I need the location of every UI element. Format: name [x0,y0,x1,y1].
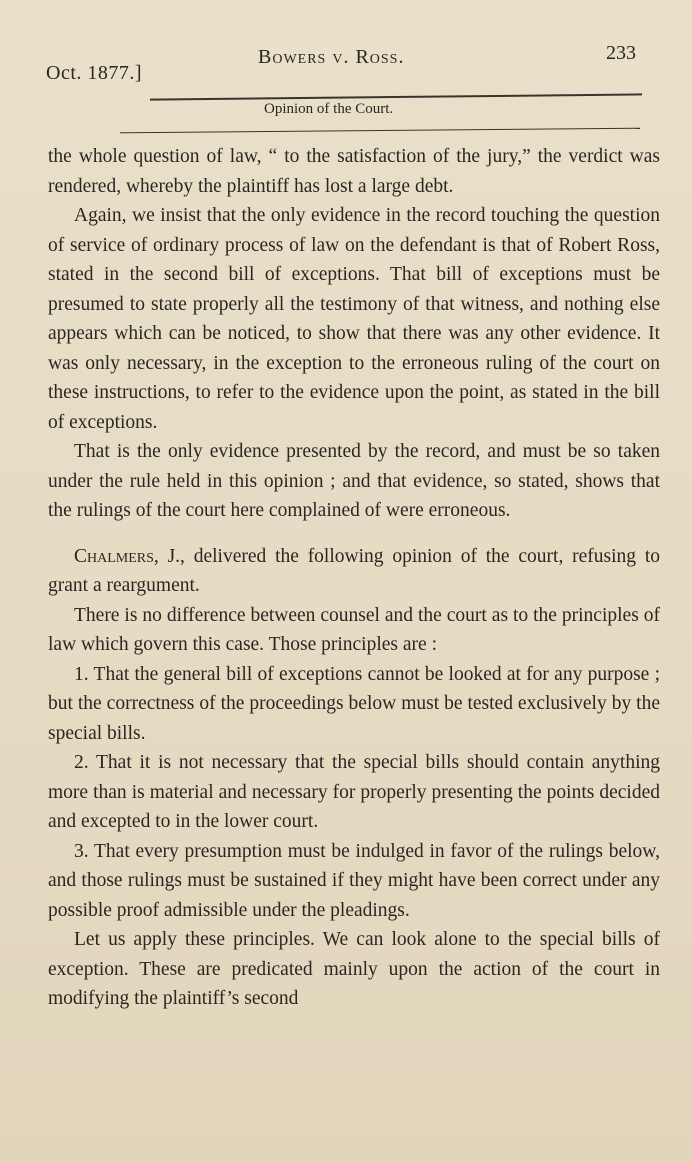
principle-item-2: 2. That it is not necessary that the special bills should contain anything more than is material and necessary for properly presenting the points decided and excepted to in the lower court. [48,752,660,832]
header-case-title: Bowers v. Ross. [258,46,405,68]
page-header [0,0,692,130]
paragraph-only-evidence: That is the only evidence presented by the record, and must be so taken under the rule held in this opinion ; and that evidence, so stated, shows that the rulings of the court here complained of were erroneous. [48,441,660,521]
paragraph-opinion-intro [48,542,660,601]
opinion-body [48,142,660,1014]
header-page-number: 233 [606,42,636,64]
principle-item-3: 3. That every presumption must be indulged in favor of the rulings below, and those rulings must be sustained if they might have been correct under any possible proof admissible under the pleadings. [48,840,660,921]
header-section-label: Opinion of the Court. [264,101,394,117]
principle-item-1: 1. That the general bill of exceptions cannot be looked at for any purpose ; but the correctness of the proceedings below must be tested exclusively by the special bills. [48,663,660,744]
opinion-intro-text: , delivered the following opinion of the court, refusing to grant a reargument. [48,545,660,596]
header-date: Oct. 1877.] [46,62,143,84]
header-rule-bottom [120,128,640,134]
paragraph-apply-principles: Let us apply these principles. We can look alone to the special bills of exception. These are predicated mainly upon the action of the court in modifying the plaintiff’s second [48,929,660,1009]
judge-name: Chalmers, J. [74,545,181,567]
header-rule-top [150,93,642,100]
paragraph-evidence-argument: Again, we insist that the only evidence in the record touching the question of service of ordinary process of law on the defendant is that of Robert Ross, stated in the second bill of exceptions. That bill of exceptions must be presumed to state properly all the testimony of that witness, and nothing else appears which can be noticed, to show that there was any other evidence. It was only necessary, in the exception to the erroneous ruling of the court on these instructions, to refer to the evidence upon the point, as stated in the bill of exceptions. [48,205,660,433]
paragraph-principles: There is no difference between counsel and the court as to the principles of law which govern this case. Those principles are : [48,604,660,655]
paragraph-continuation: the whole question of law, “ to the satisfaction of the jury,” the verdict was rendered, whereby the plaintiff has lost a large debt. [48,146,660,197]
